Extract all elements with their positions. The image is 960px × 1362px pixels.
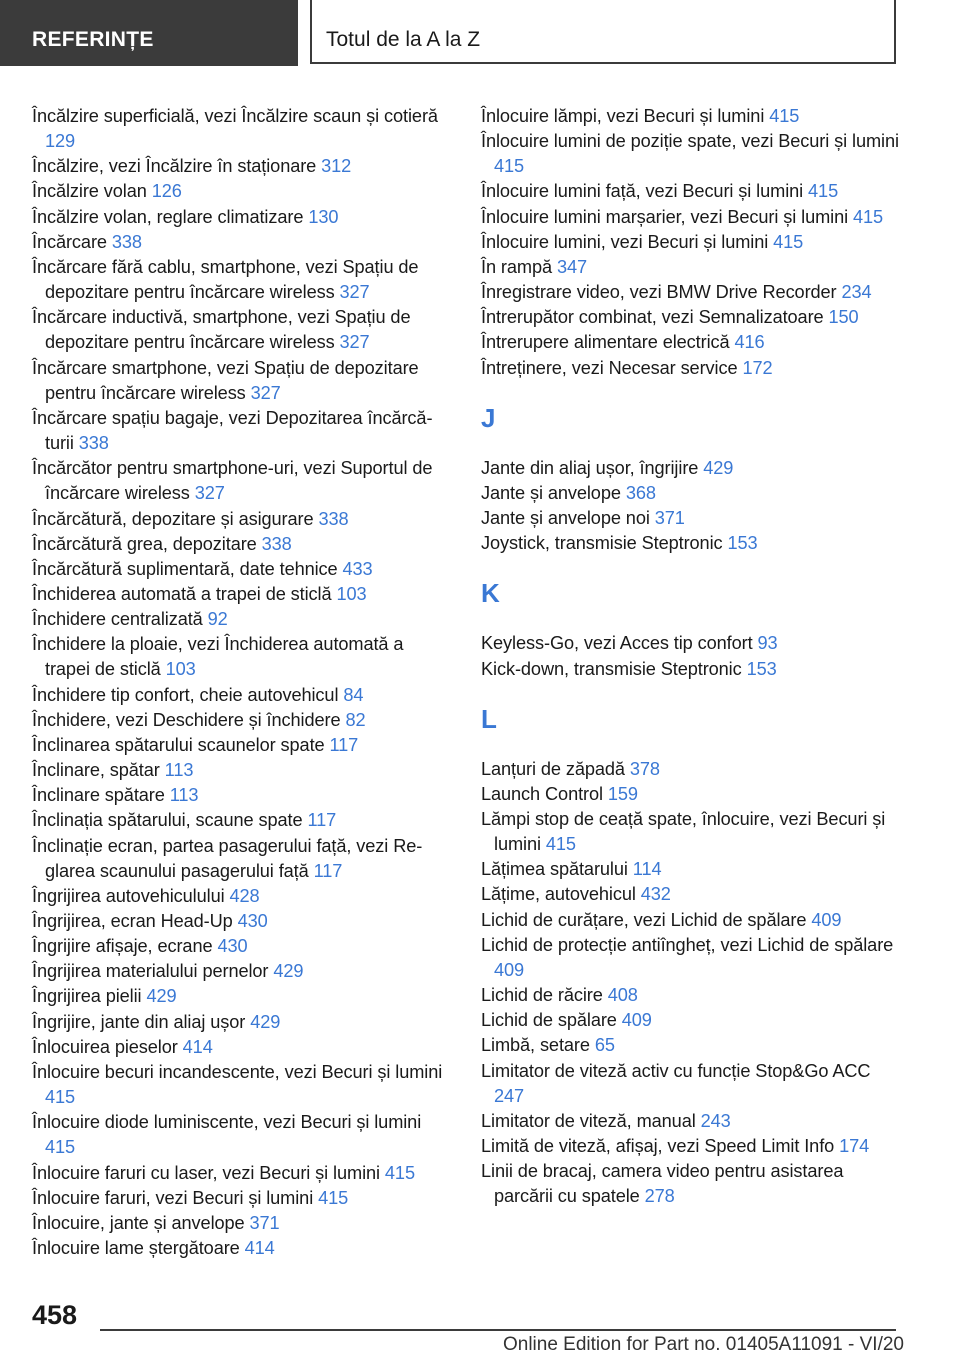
entry-text: Încărcare fără cablu, smartphone, vezi Spațiu de depozitare pentru încărcare wireless xyxy=(32,256,419,303)
page-link[interactable]: 153 xyxy=(727,533,758,554)
page-link[interactable]: 415 xyxy=(45,1087,76,1108)
page-link[interactable]: 114 xyxy=(632,859,662,880)
page-link[interactable]: 432 xyxy=(640,884,671,905)
page-title: Totul de la A la Z xyxy=(326,28,481,51)
header-right-border xyxy=(894,0,896,64)
index-entry xyxy=(481,807,901,857)
page-link[interactable]: 415 xyxy=(318,1187,349,1208)
page-link[interactable]: 338 xyxy=(111,231,142,252)
page-link[interactable]: 409 xyxy=(494,959,525,980)
letter-heading-j: J xyxy=(481,402,496,433)
index-entry xyxy=(32,884,452,909)
index-entry xyxy=(32,984,452,1009)
entry-text: Încărcare spațiu bagaje, vezi Depozitarea încărcăturii xyxy=(32,407,433,454)
index-entry xyxy=(481,456,901,481)
index-entry xyxy=(32,179,452,204)
edition-note: Online Edition for Part no. 01405A11091 - VI/20 xyxy=(502,1334,904,1355)
index-entry xyxy=(32,607,452,632)
entry-text: Kick-down, transmisie Steptronic xyxy=(481,658,742,679)
index-entry xyxy=(481,531,901,556)
index-entry xyxy=(481,481,901,506)
index-entry xyxy=(32,104,452,154)
index-entry xyxy=(32,733,452,758)
index-entry xyxy=(481,857,901,882)
page-link[interactable]: 430 xyxy=(237,911,268,931)
page-link[interactable]: 416 xyxy=(734,332,765,353)
entry-text: Încărcătură suplimentară, date tehnice xyxy=(32,558,338,579)
entry-text: Jante și anvelope xyxy=(481,482,621,503)
page-link[interactable]: 153 xyxy=(746,658,777,679)
entry-text: Încărcătură, depozitare și asigurare xyxy=(32,508,314,529)
entry-text: Jante și anvelope noi xyxy=(481,508,650,529)
entry-text: Keyless-Go, vezi Acces tip confort xyxy=(481,633,753,654)
page-link[interactable]: 129 xyxy=(45,131,76,152)
page-link[interactable]: 117 xyxy=(313,860,343,881)
index-entry xyxy=(32,456,452,506)
page-link[interactable]: 338 xyxy=(318,508,349,529)
entry-text: Îngrijirea materialului pernelor xyxy=(32,961,269,982)
index-entry xyxy=(481,631,901,656)
entry-text: Încărcător pentru smartphone-uri, vezi Suportul de încărcare wireless xyxy=(32,458,433,504)
entry-text: Înclinare spătare xyxy=(32,785,165,806)
entry-text: Îngrijirea autovehiculului xyxy=(32,885,225,906)
entry-text: Înlocuire lumini față, vezi Becuri și lumini xyxy=(481,181,804,202)
page-link[interactable]: 327 xyxy=(339,332,370,353)
entry-text: Înlocuire lumini de poziție spate, vezi Becuri și lumini xyxy=(481,131,899,152)
page-link[interactable]: 150 xyxy=(828,307,859,328)
index-entry xyxy=(32,959,452,984)
index-entry xyxy=(481,983,901,1008)
section-label: REFERINȚE xyxy=(32,28,154,51)
page-link[interactable]: 103 xyxy=(165,659,196,680)
entry-text: Încălzire volan, reglare climatizare xyxy=(32,206,304,227)
index-entry xyxy=(481,1159,901,1209)
index-entry xyxy=(32,1035,452,1060)
entry-text: Încărcare smartphone, vezi Spațiu de depozitare pentru încărcare wireless xyxy=(32,357,419,403)
index-entry xyxy=(481,1033,901,1058)
page-link[interactable]: 327 xyxy=(250,382,281,403)
page-link[interactable]: 429 xyxy=(273,961,304,982)
index-entry xyxy=(32,406,452,456)
page-link[interactable]: 234 xyxy=(841,282,872,303)
index-entry xyxy=(32,557,452,582)
entry-text: Înclinare, spătar xyxy=(32,760,160,781)
index-entry xyxy=(32,1236,452,1261)
page-link[interactable]: 82 xyxy=(345,709,366,730)
entry-text: Joystick, transmisie Steptronic xyxy=(481,533,723,554)
index-entry xyxy=(481,506,901,531)
entry-text: Încărcare inductivă, smartphone, vezi Spațiu de depozitare pentru încărcare wireless xyxy=(32,307,411,353)
entry-text: Închidere la ploaie, vezi Închiderea automată a trapei de sticlă xyxy=(32,634,404,680)
index-entry xyxy=(481,179,901,204)
entry-text: Lichid de spălare xyxy=(481,1010,617,1031)
index-entry xyxy=(481,757,901,782)
index-entry xyxy=(481,305,901,330)
index-entry xyxy=(481,205,901,230)
index-entry xyxy=(32,758,452,783)
index-entry xyxy=(32,154,452,179)
index-entry xyxy=(481,908,901,933)
page-link[interactable]: 415 xyxy=(773,231,804,252)
index-entry xyxy=(32,1060,452,1110)
entry-text: Lățime, autovehicul xyxy=(481,884,636,905)
page-link[interactable]: 159 xyxy=(607,783,638,804)
index-entry xyxy=(32,1211,452,1236)
page-link[interactable]: 338 xyxy=(261,533,292,554)
page-number: 458 xyxy=(32,1300,78,1330)
entry-text: Închidere tip confort, cheie autovehicul xyxy=(32,684,339,705)
index-entry xyxy=(32,205,452,230)
index-entry xyxy=(32,783,452,808)
entry-text: Îngrijirea, ecran Head-Up xyxy=(32,911,233,931)
entry-text: Închiderea automată a trapei de sticlă xyxy=(32,583,332,604)
entry-text: Jante din aliaj ușor, îngrijire xyxy=(481,457,699,478)
entry-text: Înlocuire lame ștergătoare xyxy=(32,1238,240,1259)
index-entry xyxy=(32,1010,452,1035)
entry-text: Lichid de protecție antiîngheț, vezi Lichid de spălare xyxy=(481,934,894,955)
page-link[interactable]: 429 xyxy=(146,986,177,1007)
index-entry xyxy=(32,356,452,406)
index-entry xyxy=(481,280,901,305)
index-entry xyxy=(481,882,901,907)
index-entry xyxy=(32,582,452,607)
entry-text: Închidere, vezi Deschidere și închidere xyxy=(32,709,341,730)
page-link[interactable]: 415 xyxy=(384,1162,415,1183)
page-link[interactable]: 433 xyxy=(342,558,373,579)
entry-text: Întrerupător combinat, vezi Semnalizatoare xyxy=(481,307,824,328)
entry-text: Limitator de viteză, manual xyxy=(481,1110,696,1131)
index-entry xyxy=(32,683,452,708)
entry-text: Întreținere, vezi Necesar service xyxy=(481,357,738,378)
entry-text: Înregistrare video, vezi BMW Drive Recorder xyxy=(481,282,837,303)
entry-text: Înclinație ecran, partea pasagerului față, vezi Reglarea scaunului pasagerului față xyxy=(32,835,423,881)
index-entry xyxy=(32,1110,452,1160)
index-group-k xyxy=(481,631,901,681)
index-entry xyxy=(481,356,901,381)
letter-heading-k: K xyxy=(481,578,500,609)
index-entry xyxy=(32,1161,452,1186)
page-link[interactable]: 117 xyxy=(329,734,359,755)
index-entry xyxy=(32,507,452,532)
entry-text: Înlocuire lămpi, vezi Becuri și lumini xyxy=(481,106,765,126)
entry-text: Încărcătură grea, depozitare xyxy=(32,533,257,554)
page-link[interactable]: 113 xyxy=(164,760,194,781)
index-entry xyxy=(32,708,452,733)
index-entry xyxy=(481,330,901,355)
page-link[interactable]: 415 xyxy=(853,206,884,227)
page-link[interactable]: 409 xyxy=(621,1010,652,1031)
header-underline xyxy=(310,62,896,64)
entry-text: Înclinația spătarului, scaune spate xyxy=(32,810,303,831)
entry-text: Înlocuire becuri incandescente, vezi Becuri și lumini xyxy=(32,1061,443,1082)
page-link[interactable]: 371 xyxy=(249,1212,280,1233)
entry-text: Lanțuri de zăpadă xyxy=(481,758,625,779)
page-link[interactable]: 414 xyxy=(182,1036,213,1057)
entry-text: Lichid de curățare, vezi Lichid de spălare xyxy=(481,909,807,930)
page-link[interactable]: 378 xyxy=(629,758,660,779)
page-link[interactable]: 113 xyxy=(169,785,199,806)
index-entry xyxy=(481,129,901,179)
letter-heading-l: L xyxy=(481,703,497,734)
index-group-l xyxy=(481,757,901,1210)
entry-text: Limitator de viteză activ cu funcție Stop&Go ACC xyxy=(481,1060,871,1081)
page-link[interactable]: 312 xyxy=(321,156,352,177)
index-entry xyxy=(481,657,901,682)
index-entry xyxy=(481,255,901,280)
page-link[interactable]: 338 xyxy=(78,433,109,454)
index-entry xyxy=(32,834,452,884)
index-entry xyxy=(32,909,452,934)
index-entry xyxy=(32,532,452,557)
index-group-i-continued xyxy=(481,104,901,381)
page-link[interactable]: 130 xyxy=(308,206,339,227)
header-divider xyxy=(310,0,312,64)
index-entry xyxy=(32,305,452,355)
page-link[interactable]: 414 xyxy=(244,1238,275,1259)
index-column-left xyxy=(32,104,452,1261)
index-entry xyxy=(481,1008,901,1033)
index-entry xyxy=(481,782,901,807)
page-link[interactable]: 408 xyxy=(607,985,638,1006)
entry-text: Limbă, setare xyxy=(481,1035,590,1056)
index-entry xyxy=(32,230,452,255)
footer-rule xyxy=(100,1329,896,1331)
page-link[interactable]: 327 xyxy=(194,483,225,504)
entry-text: Încărcare xyxy=(32,231,107,252)
page-link[interactable]: 65 xyxy=(594,1035,615,1056)
index-entry xyxy=(481,1109,901,1134)
page-link[interactable]: 126 xyxy=(151,181,182,202)
page-link[interactable]: 117 xyxy=(307,810,337,831)
page-header xyxy=(0,0,960,66)
entry-text: Înlocuirea pieselor xyxy=(32,1036,178,1057)
entry-text: Linii de bracaj, camera video pentru asistarea parcării cu spatele xyxy=(481,1161,844,1207)
page-link[interactable]: 174 xyxy=(839,1136,870,1156)
index-entry xyxy=(32,808,452,833)
entry-text: Limită de viteză, afișaj, vezi Speed Limit Info xyxy=(481,1136,835,1156)
page-link[interactable]: 430 xyxy=(217,936,248,957)
index-entry xyxy=(481,933,901,983)
page-link[interactable]: 103 xyxy=(336,583,367,604)
entry-text: Înlocuire faruri, vezi Becuri și lumini xyxy=(32,1187,314,1208)
page-link[interactable]: 247 xyxy=(494,1085,525,1106)
page-link[interactable]: 415 xyxy=(769,106,800,126)
page-link[interactable]: 429 xyxy=(250,1011,281,1032)
page-link[interactable]: 415 xyxy=(808,181,839,202)
entry-text: În rampă xyxy=(481,256,552,277)
index-entry xyxy=(32,255,452,305)
page-link[interactable]: 415 xyxy=(545,834,576,855)
page-link[interactable]: 371 xyxy=(654,508,685,529)
page-link[interactable]: 92 xyxy=(207,609,228,630)
index-entry xyxy=(481,1059,901,1109)
entry-text: Înlocuire faruri cu laser, vezi Becuri și lumini xyxy=(32,1162,380,1183)
entry-text: Îngrijirea pielii xyxy=(32,986,142,1007)
entry-text: Închidere centralizată xyxy=(32,609,203,630)
page-link[interactable]: 243 xyxy=(700,1110,731,1131)
page-link[interactable]: 84 xyxy=(343,684,364,705)
entry-text: Lichid de răcire xyxy=(481,985,603,1006)
section-tab xyxy=(0,0,298,66)
entry-text: Îngrijire afișaje, ecrane xyxy=(32,936,213,957)
entry-text: Întrerupere alimentare electrică xyxy=(481,332,730,353)
index-entry xyxy=(481,230,901,255)
entry-text: Lățimea spătarului xyxy=(481,859,628,880)
index-group-j xyxy=(481,456,901,557)
page-link[interactable]: 409 xyxy=(811,909,842,930)
index-entry xyxy=(32,1186,452,1211)
entry-text: Înlocuire lumini, vezi Becuri și lumini xyxy=(481,231,769,252)
entry-text: Înlocuire, jante și anvelope xyxy=(32,1212,245,1233)
page-link[interactable]: 278 xyxy=(644,1186,675,1207)
page-link[interactable]: 93 xyxy=(757,633,778,654)
index-entry xyxy=(481,104,901,129)
index-entry xyxy=(32,934,452,959)
index-column-right xyxy=(481,104,901,1209)
entry-text: Încălzire superficială, vezi Încălzire scaun și cotieră xyxy=(32,106,438,126)
entry-text: Launch Control xyxy=(481,783,603,804)
page-link[interactable]: 172 xyxy=(742,357,773,378)
entry-text: Înlocuire lumini marșarier, vezi Becuri și lumini xyxy=(481,206,849,227)
page-link[interactable]: 415 xyxy=(494,156,525,177)
page-link[interactable]: 347 xyxy=(556,256,587,277)
index-entry xyxy=(32,632,452,682)
entry-text: Înlocuire diode luminiscente, vezi Becuri și lumini xyxy=(32,1112,422,1133)
page-link[interactable]: 327 xyxy=(339,282,370,303)
page-link[interactable]: 429 xyxy=(703,457,734,478)
index-entry xyxy=(481,1134,901,1159)
entry-text: Înclinarea spătarului scaunelor spate xyxy=(32,734,325,755)
page-link[interactable]: 368 xyxy=(625,482,656,503)
entry-text: Încălzire, vezi Încălzire în staționare xyxy=(32,156,317,177)
entry-text: Încălzire volan xyxy=(32,181,147,202)
entry-text: Lămpi stop de ceață spate, înlocuire, vezi Becuri și lumini xyxy=(481,808,886,855)
entry-text: Îngrijire, jante din aliaj ușor xyxy=(32,1011,246,1032)
page-link[interactable]: 428 xyxy=(229,885,260,906)
page-link[interactable]: 415 xyxy=(45,1137,76,1158)
